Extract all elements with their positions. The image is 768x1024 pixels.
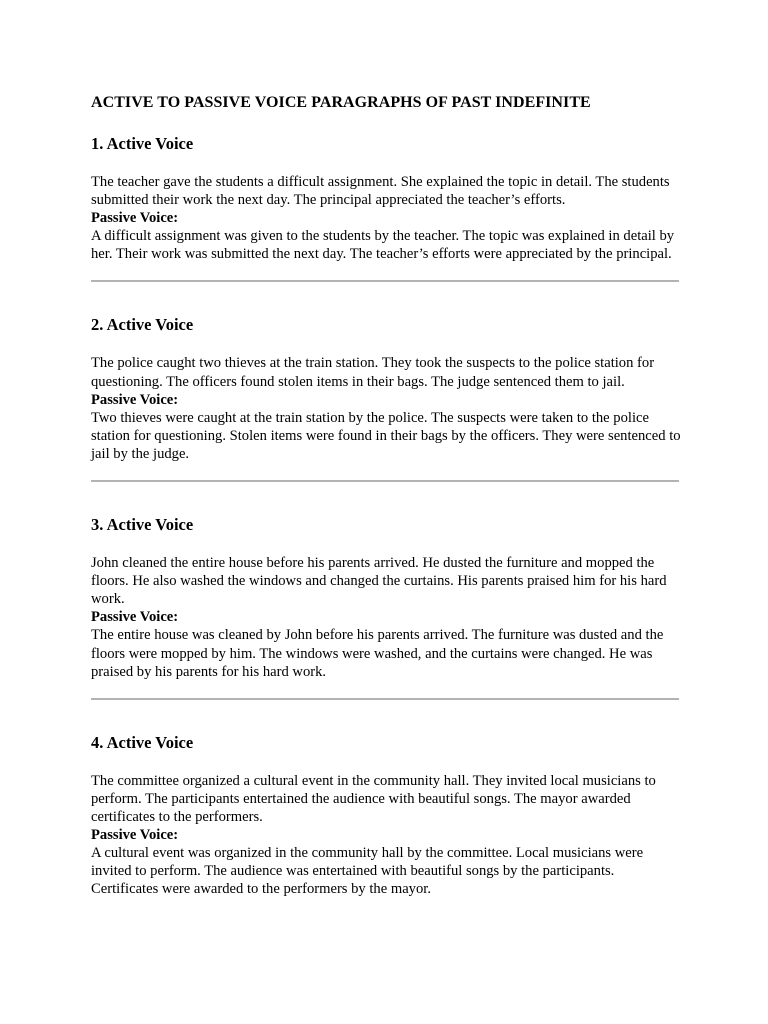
passive-voice-paragraph: The entire house was cleaned by John before his parents arrived. The furniture was dusted and the floors were mopped by him. The windows were washed, and the curtains were changed. He was praised by his parents for his hard work. [91, 627, 664, 680]
section-heading: 3. Active Voice [91, 515, 194, 535]
active-voice-paragraph: The police caught two thieves at the train station. They took the suspects to the police station for questioning. The officers found stolen items in their bags. The judge sentenced them to jail. [91, 355, 655, 390]
active-voice-paragraph: The teacher gave the students a difficult assignment. She explained the topic in detail. The students submitted their work the next day. The principal appreciated the teacher’s efforts. [91, 174, 670, 209]
section-heading: 2. Active Voice [91, 315, 194, 335]
section-4 [91, 732, 681, 899]
document-title: ACTIVE TO PASSIVE VOICE PARAGRAPHS OF PAST INDEFINITE [91, 94, 591, 111]
passive-voice-label: Passive Voice: [91, 826, 179, 843]
passive-voice-label: Passive Voice: [91, 391, 179, 408]
section-heading: 1. Active Voice [91, 134, 194, 153]
section-heading: 4. Active Voice [91, 732, 194, 752]
passive-voice-paragraph: Two thieves were caught at the train station by the police. The suspects were taken to the police station for questioning. Stolen items were found in their bags by the officers. They were sentenced to jail by the judge. [91, 409, 681, 462]
document-page [91, 92, 681, 898]
active-voice-paragraph: The committee organized a cultural event in the community hall. They invited local musicians to perform. The participants entertained the audience with beautiful songs. The mayor awarded certificates to the performers. [91, 772, 656, 825]
passive-voice-label: Passive Voice: [91, 210, 179, 227]
passive-voice-paragraph: A difficult assignment was given to the students by the teacher. The topic was explained in detail by her. Their work was submitted the next day. The teacher’s efforts were appreciated by the principal. [91, 228, 675, 263]
active-voice-paragraph: John cleaned the entire house before his parents arrived. He dusted the furniture and mopped the floors. He also washed the windows and changed the curtains. His parents praised him for his hard work. [91, 555, 667, 608]
passive-voice-paragraph: A cultural event was organized in the community hall by the committee. Local musicians were invited to perform. The audience was entertained with beautiful songs by the participants. Certificates were awarded to the performers by the mayor. [91, 845, 644, 898]
section-2 [91, 314, 681, 463]
section-divider [91, 480, 679, 482]
section-3 [91, 514, 681, 681]
section-divider [91, 280, 679, 282]
passive-voice-label: Passive Voice: [91, 609, 179, 626]
section-1 [91, 133, 681, 263]
section-divider [91, 698, 679, 700]
